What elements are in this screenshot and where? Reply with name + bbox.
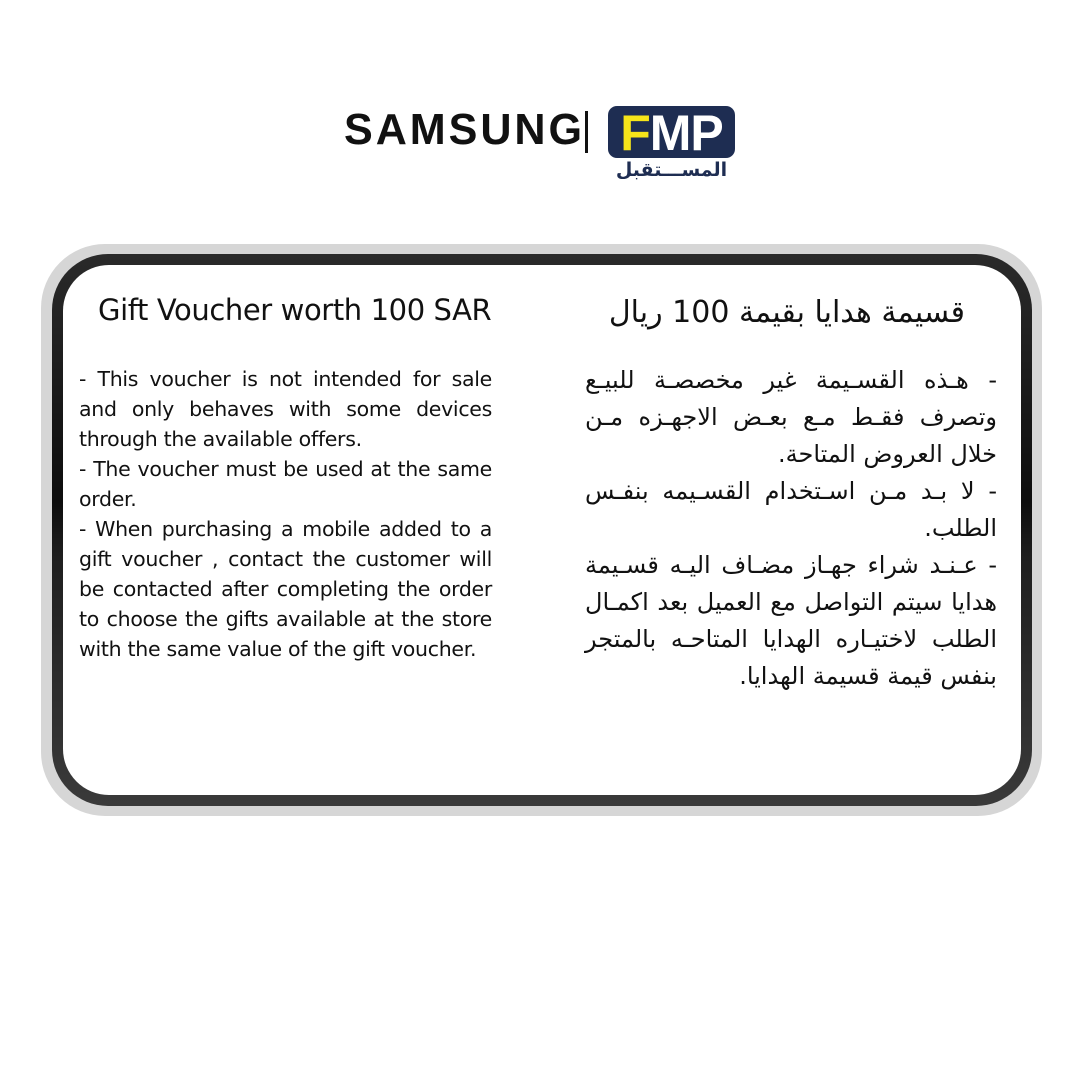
fmp-logo-text [608, 105, 735, 161]
fmp-logo-arabic: المســـتقبل [615, 159, 728, 181]
fmp-logo [608, 105, 735, 161]
voucher-term-arabic: - عـنـد شراء جهـاز مضـاف اليـه قسـيمة هدايا سيتم التواصل مع العميل بعد اكمـال الطلب لاختيـاره الهدايا المتاحـه بالمتجر بنفس قيمة قسيمة الهدايا. [585, 551, 997, 690]
voucher-title-english: Gift Voucher worth 100 SAR [98, 293, 492, 327]
brand-header [0, 0, 1080, 200]
voucher-terms-english [79, 364, 492, 664]
voucher-terms-arabic [585, 362, 997, 695]
logo-divider [585, 111, 588, 153]
voucher-term-english: - The voucher must be used at the same order. [79, 457, 492, 511]
voucher-term-english: - When purchasing a mobile added to a gift voucher , contact the customer will be contacted after completing the order to choose the gifts available at the store with the same value of the gift voucher. [79, 517, 492, 661]
fmp-logo-letter-f: F [620, 105, 650, 161]
samsung-logo: SAMSUNG [344, 105, 585, 154]
fmp-logo-letters-mp: MP [649, 105, 723, 161]
voucher-term-arabic: - هـذه القسـيمة غير مخصصـة للبيـع وتصرف فقـط مـع بعـض الاجهـزه مـن خلال العروض المتاحة. [585, 366, 997, 468]
voucher-term-english: - This voucher is not intended for sale and only behaves with some devices through the available offers. [79, 367, 492, 451]
voucher-term-arabic: - لا بـد مـن اسـتخدام القسـيمه بنفـس الطلب. [585, 477, 997, 542]
voucher-title-arabic: قسيمة هدايا بقيمة 100 ريال [608, 295, 965, 330]
